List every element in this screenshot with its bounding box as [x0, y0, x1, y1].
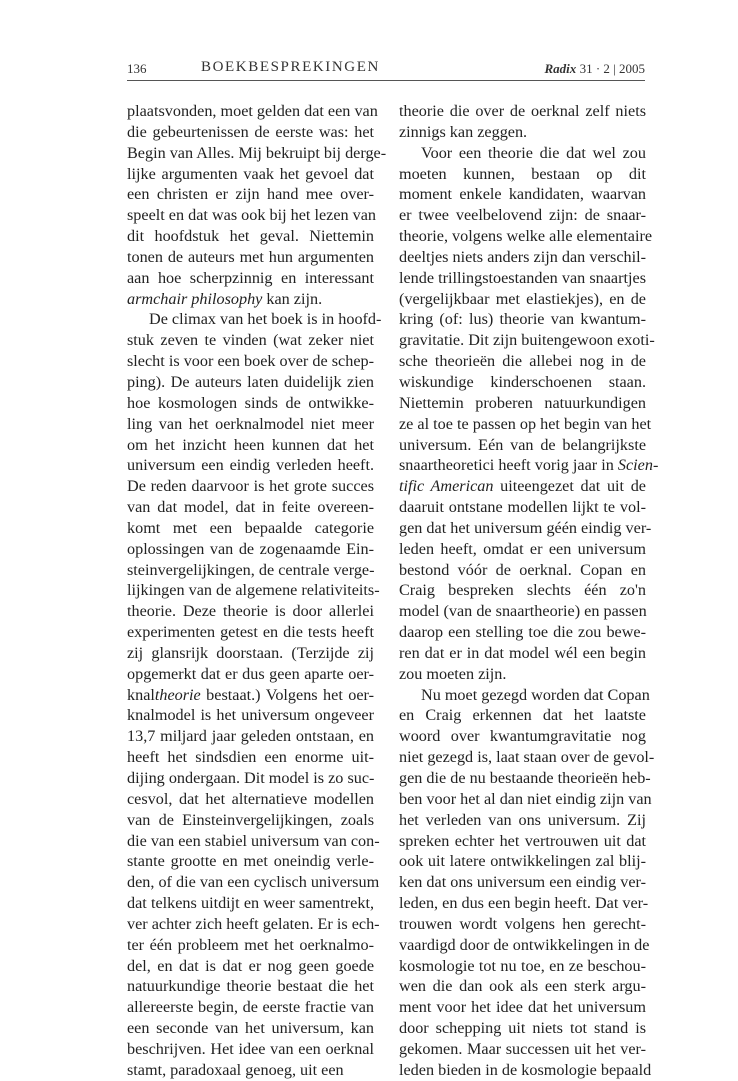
text-line: gekomen. Maar successen uit het ver- [399, 1039, 646, 1058]
text-line: De reden daarvoor is het grote succes [127, 477, 374, 496]
text-line: stamt, paradoxaal genoeg, uit een [127, 1060, 344, 1079]
text-line: theorie die over de oerknal zelf niets [399, 102, 646, 120]
running-header [127, 57, 645, 79]
text-line: deeltjes niets anders zijn dan verschil- [399, 247, 646, 266]
text-line: De climax van het boek is in hoofd- [149, 310, 382, 329]
text-line: niet gezegd is, laat staan over de gevol- [399, 748, 655, 767]
text-line: van dat model, dat in feite overeen- [127, 498, 374, 517]
text-line: woord over kwantumgravitatie nog [399, 727, 646, 746]
text-line: daaruit ontstane modellen lijkt te vol- [399, 498, 646, 517]
text-line: ook uit latere ontwikkelingen zal blij- [399, 852, 646, 871]
text-line: ren dat er in dat model wél een begin [399, 643, 646, 662]
text-line: sche theorieën die allebei nog in de [399, 352, 646, 371]
text-line: knaltheorie bestaat.) Volgens het oer- [127, 685, 374, 704]
text-line: experimenten getest en die tests heeft [127, 623, 374, 642]
text-line: dat telkens uitdijt en weer samentrekt, [127, 894, 374, 913]
text-line: komt met een bepaalde categorie [127, 518, 374, 537]
text-line: 13,7 miljard jaar geleden ontstaan, en [127, 727, 374, 746]
text-line: het verleden van ons universum. Zij [399, 810, 646, 829]
text-line: Niettemin proberen natuurkundigen [399, 393, 646, 412]
paragraph [127, 309, 382, 1080]
text-line: ter één probleem met het oerknalmo- [127, 935, 374, 954]
text-line: die gebeurtenissen de eerste was: het [127, 122, 374, 141]
text-line: ze al toe te passen op het begin van het [399, 414, 652, 433]
page-number: 136 [127, 61, 147, 76]
section-title: BOEKBESPREKINGEN [201, 59, 380, 75]
text-line: ben voor het al dan niet eindig zijn van [399, 789, 652, 808]
text-line: tonen de auteurs met hun argumenten [127, 247, 374, 266]
text-line: universum een eindig verleden heeft. [127, 456, 374, 475]
text-line: dijing ondergaan. Dit model is zo suc- [127, 769, 375, 787]
journal-info [545, 61, 645, 77]
text-line: steinvergelijkingen, de centrale verge- [127, 560, 375, 579]
text-line: hoe kosmologen sinds de ontwikke- [127, 393, 374, 412]
text-line: lende trillingstoestanden van snaartjes [399, 268, 646, 287]
text-line: bestond vóór de oerknal. Copan en [399, 560, 646, 579]
text-line: Voor een theorie die dat wel zou [421, 143, 646, 162]
text-line: oplossingen van de zogenaamde Ein- [127, 539, 374, 558]
text-line: trouwen wordt volgens hen gerecht- [399, 914, 646, 933]
text-line: van de Einsteinvergelijkingen, zoals [127, 810, 374, 829]
text-line: cesvol, dat het alternatieve modellen [127, 789, 374, 808]
text-line: ment voor het idee dat het universum [399, 998, 646, 1017]
text-line: opgemerkt dat er dus geen aparte oer- [127, 664, 374, 683]
text-line: een christen er zijn hand mee over- [127, 185, 374, 204]
text-line: tific American uiteengezet dat uit de [399, 477, 646, 496]
journal-issue: 31 · 2 | 2005 [579, 61, 645, 76]
text-line: door schepping uit niets tot stand is [399, 1019, 646, 1038]
text-line: Craig bespreken slechts één zo'n [399, 581, 646, 600]
header-rule [127, 80, 645, 81]
text-line: kring (of: lus) theorie van kwantum- [399, 310, 646, 329]
text-line: theorie, volgens welke alle elementaire [399, 227, 653, 246]
text-line: kosmologie tot nu toe, en ze beschou- [399, 956, 646, 975]
text-line: gravitatie. Dit zijn buitengewoon exoti- [399, 331, 655, 350]
text-line: gen die de nu bestaande theorieën heb- [399, 769, 651, 787]
text-line: snaartheoretici heeft vorig jaar in Scien- [399, 456, 659, 475]
text-line: speelt en dat was ook bij het lezen van [127, 206, 377, 225]
text-line: lijke argumenten vaak het gevoel dat [127, 164, 374, 183]
text-line: spreken echter het vertrouwen uit dat [399, 831, 646, 850]
text-line: plaatsvonden, moet gelden dat een van [127, 102, 378, 120]
text-line: ver achter zich heeft gelaten. Er is ech- [127, 914, 380, 933]
text-line: leden bieden in de kosmologie bepaald [399, 1060, 652, 1079]
text-line: natuurkundige theorie bestaat die het [127, 977, 374, 996]
text-line: moment enkele kandidaten, waarvan [399, 185, 646, 204]
text-line: er twee veelbelovend zijn: de snaar- [399, 206, 646, 225]
left-column [127, 101, 387, 1081]
text-line: en Craig erkennen dat het laatste [399, 706, 646, 725]
text-line: wen die dan ook als een sterk argu- [399, 977, 646, 996]
text-line: beschrijven. Het idee van een oerknal [127, 1039, 374, 1058]
paragraph [399, 685, 655, 1081]
text-line: zinnigs kan zeggen. [399, 122, 528, 141]
journal-name: Radix [544, 61, 577, 76]
text-line: daarop een stelling toe die zou bewe- [399, 623, 646, 642]
text-line: gen dat het universum géén eindig ver- [399, 518, 652, 537]
text-line: model (van de snaartheorie) en passen [399, 602, 647, 621]
paragraph [399, 101, 646, 143]
text-line: dit hoofdstuk het geval. Niettemin [127, 227, 374, 246]
text-line: zou moeten zijn. [399, 664, 507, 683]
text-line: ken dat ons universum een eindig ver- [399, 873, 646, 892]
text-line: wiskundige kinderschoenen staan. [399, 372, 646, 391]
right-column [399, 101, 659, 1081]
text-line: om het inzicht heen kunnen dat het [127, 435, 374, 454]
text-line: zij glansrijk doorstaan. (Terzijde zij [127, 643, 374, 662]
paragraph [399, 143, 659, 685]
text-line: heeft het sindsdien een enorme uit- [127, 748, 374, 767]
text-line: ping). De auteurs laten duidelijk zien [127, 372, 374, 391]
text-line: leden, en dus een begin heeft. Dat ver- [399, 894, 649, 913]
text-line: den, of die van een cyclisch universum [127, 873, 380, 892]
text-line: (vergelijkbaar met elastiekjes), en de [399, 289, 646, 308]
text-line: lijkingen van de algemene relativiteits- [127, 581, 380, 600]
text-line: slecht is voor een boek over de schep- [127, 352, 374, 371]
text-line: moeten kunnen, bestaan op dit [399, 164, 646, 183]
text-line: universum. Eén van de belangrijkste [399, 435, 646, 454]
text-line: stuk zeven te vinden (wat zeker niet [127, 331, 374, 350]
text-line: ling van het oerknalmodel niet meer [127, 414, 374, 433]
text-line: theorie. Deze theorie is door allerlei [127, 602, 374, 621]
text-line: aan hoe scherpzinnig en interessant [127, 268, 374, 287]
text-line: stante grootte en met oneindig verle- [127, 852, 374, 871]
text-line: Nu moet gezegd worden dat Copan [421, 685, 650, 704]
text-line: armchair philosophy kan zijn. [127, 289, 323, 308]
text-line: een seconde van het universum, kan [127, 1019, 374, 1038]
text-line: die van een stabiel universum van con- [127, 831, 380, 850]
text-line: knalmodel is het universum ongeveer [127, 706, 374, 725]
paragraph [127, 101, 387, 309]
text-line: Begin van Alles. Mij bekruipt bij derge- [127, 143, 387, 162]
text-line: allereerste begin, de eerste fractie van [127, 998, 374, 1017]
text-line: leden heeft, omdat er een universum [399, 539, 646, 558]
text-line: vaardigd door de ontwikkelingen in de [399, 935, 650, 954]
text-line: del, en dat is dat er nog geen goede [127, 956, 374, 975]
